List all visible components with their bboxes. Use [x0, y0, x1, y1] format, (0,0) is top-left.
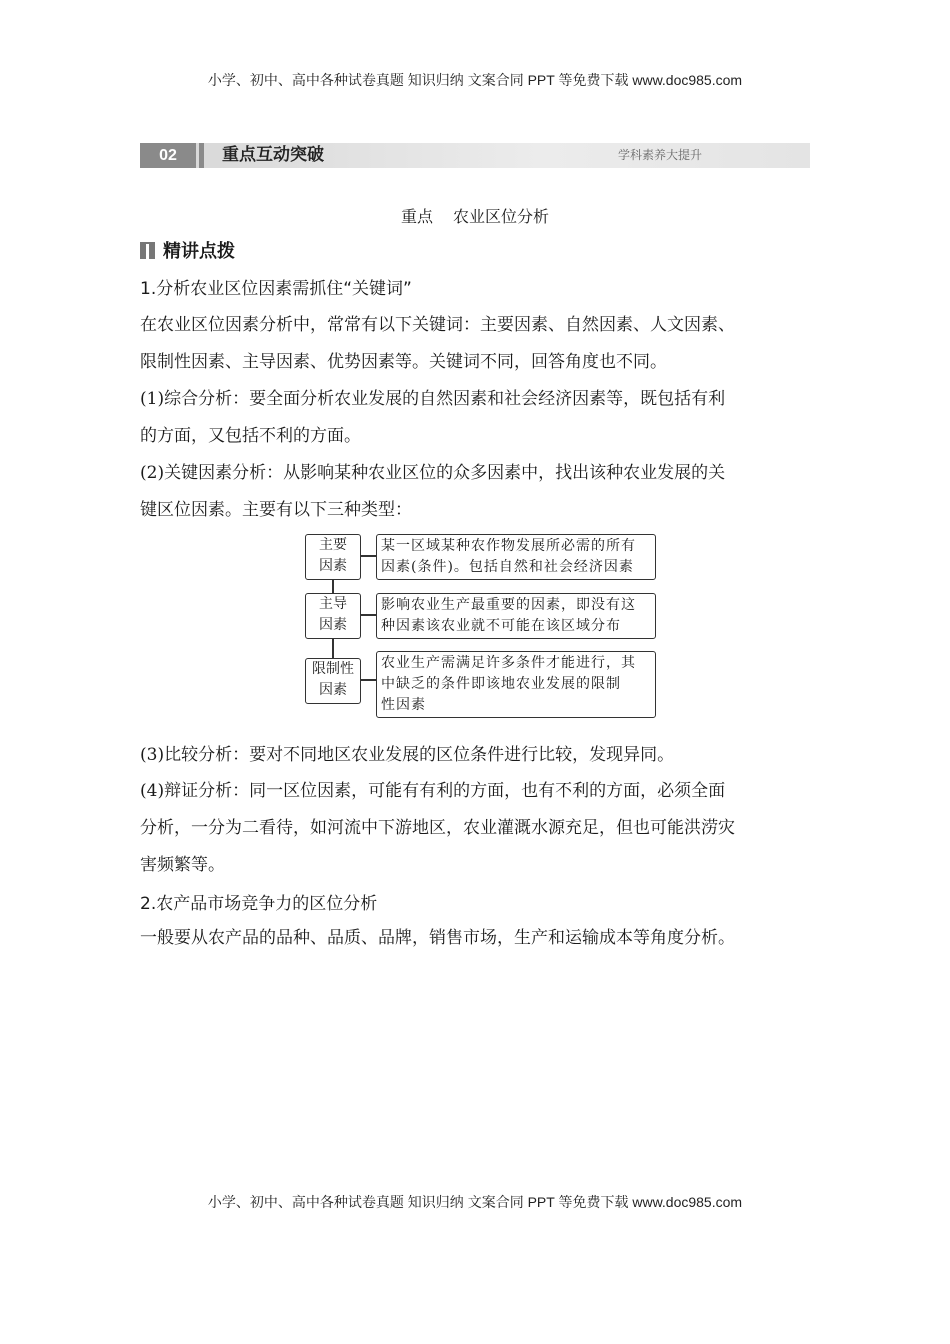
- connector-line: [361, 555, 377, 557]
- topic-title: [0, 204, 950, 227]
- topic-name: 农业区位分析: [453, 207, 550, 226]
- item2-line2: 键区位因素。主要有以下三种类型：: [140, 500, 412, 520]
- label-line: 因素: [319, 617, 347, 633]
- part2-heading: 2.农产品市场竞争力的区位分析: [140, 894, 378, 914]
- factor-label-limiting: [305, 658, 361, 704]
- factor-desc-dominant: [376, 593, 656, 639]
- factor-desc-limiting: [376, 651, 656, 718]
- desc-line: 中缺乏的条件即该地农业发展的限制: [381, 676, 621, 692]
- section-divider: [199, 143, 204, 168]
- factor-diagram: [305, 533, 657, 719]
- item2-line1: (2)关键因素分析：从影响某种农业区位的众多因素中，找出该种农业发展的关: [140, 463, 726, 483]
- part1-intro-line1: 在农业区位因素分析中，常常有以下关键词：主要因素、自然因素、人文因素、: [140, 315, 735, 335]
- connector-line: [361, 679, 377, 681]
- desc-line: 性因素: [381, 697, 426, 713]
- section-title: 重点互动突破: [222, 145, 324, 165]
- section-number: 02: [140, 143, 196, 168]
- watermark-header: 小学、初中、高中各种试卷真题 知识归纳 文案合同 PPT 等免费下载 www.doc985.com: [207, 72, 743, 88]
- desc-line: 某一区域某种农作物发展所必需的所有: [381, 538, 636, 554]
- part1-heading: 1.分析农业区位因素需抓住“关键词”: [140, 279, 412, 299]
- label-line: 主导: [319, 596, 347, 612]
- label-line: 因素: [319, 682, 347, 698]
- label-line: 限制性: [312, 661, 354, 677]
- desc-line: 因素(条件)。包括自然和社会经济因素: [381, 559, 634, 575]
- subheading: [140, 237, 235, 263]
- label-line: 因素: [319, 558, 347, 574]
- subheading-text: 精讲点拨: [163, 241, 235, 262]
- factor-desc-main: [376, 534, 656, 580]
- item4-line2: 分析，一分为二看待，如河流中下游地区，农业灌溉水源充足，但也可能洪涝灾: [140, 818, 735, 838]
- factor-label-dominant: [305, 593, 361, 639]
- label-line: 主要: [319, 537, 347, 553]
- desc-line: 种因素该农业就不可能在该区域分布: [381, 618, 621, 634]
- watermark-footer: 小学、初中、高中各种试卷真题 知识归纳 文案合同 PPT 等免费下载 www.doc985.com: [207, 1194, 743, 1210]
- section-banner: [140, 143, 810, 168]
- subheading-marker-icon: [140, 242, 155, 259]
- desc-line: 影响农业生产最重要的因素，即没有这: [381, 597, 636, 613]
- section-subtitle: 学科素养大提升: [618, 148, 703, 162]
- topic-label: 重点: [400, 207, 433, 226]
- part2-text: 一般要从农产品的品种、品质、品牌，销售市场，生产和运输成本等角度分析。: [140, 928, 735, 948]
- item4-line3: 害频繁等。: [140, 855, 225, 875]
- item1-line2: 的方面，又包括不利的方面。: [140, 426, 361, 446]
- part1-intro-line2: 限制性因素、主导因素、优势因素等。关键词不同，回答角度也不同。: [140, 352, 667, 372]
- connector-line: [361, 614, 377, 616]
- item3-text: (3)比较分析：要对不同地区农业发展的区位条件进行比较，发现异同。: [140, 745, 675, 765]
- item1-line1: (1)综合分析：要全面分析农业发展的自然因素和社会经济因素等，既包括有利: [140, 389, 726, 409]
- desc-line: 农业生产需满足许多条件才能进行，其: [381, 655, 636, 671]
- factor-label-main: [305, 534, 361, 580]
- item4-line1: (4)辩证分析：同一区位因素，可能有有利的方面，也有不利的方面，必须全面: [140, 781, 726, 801]
